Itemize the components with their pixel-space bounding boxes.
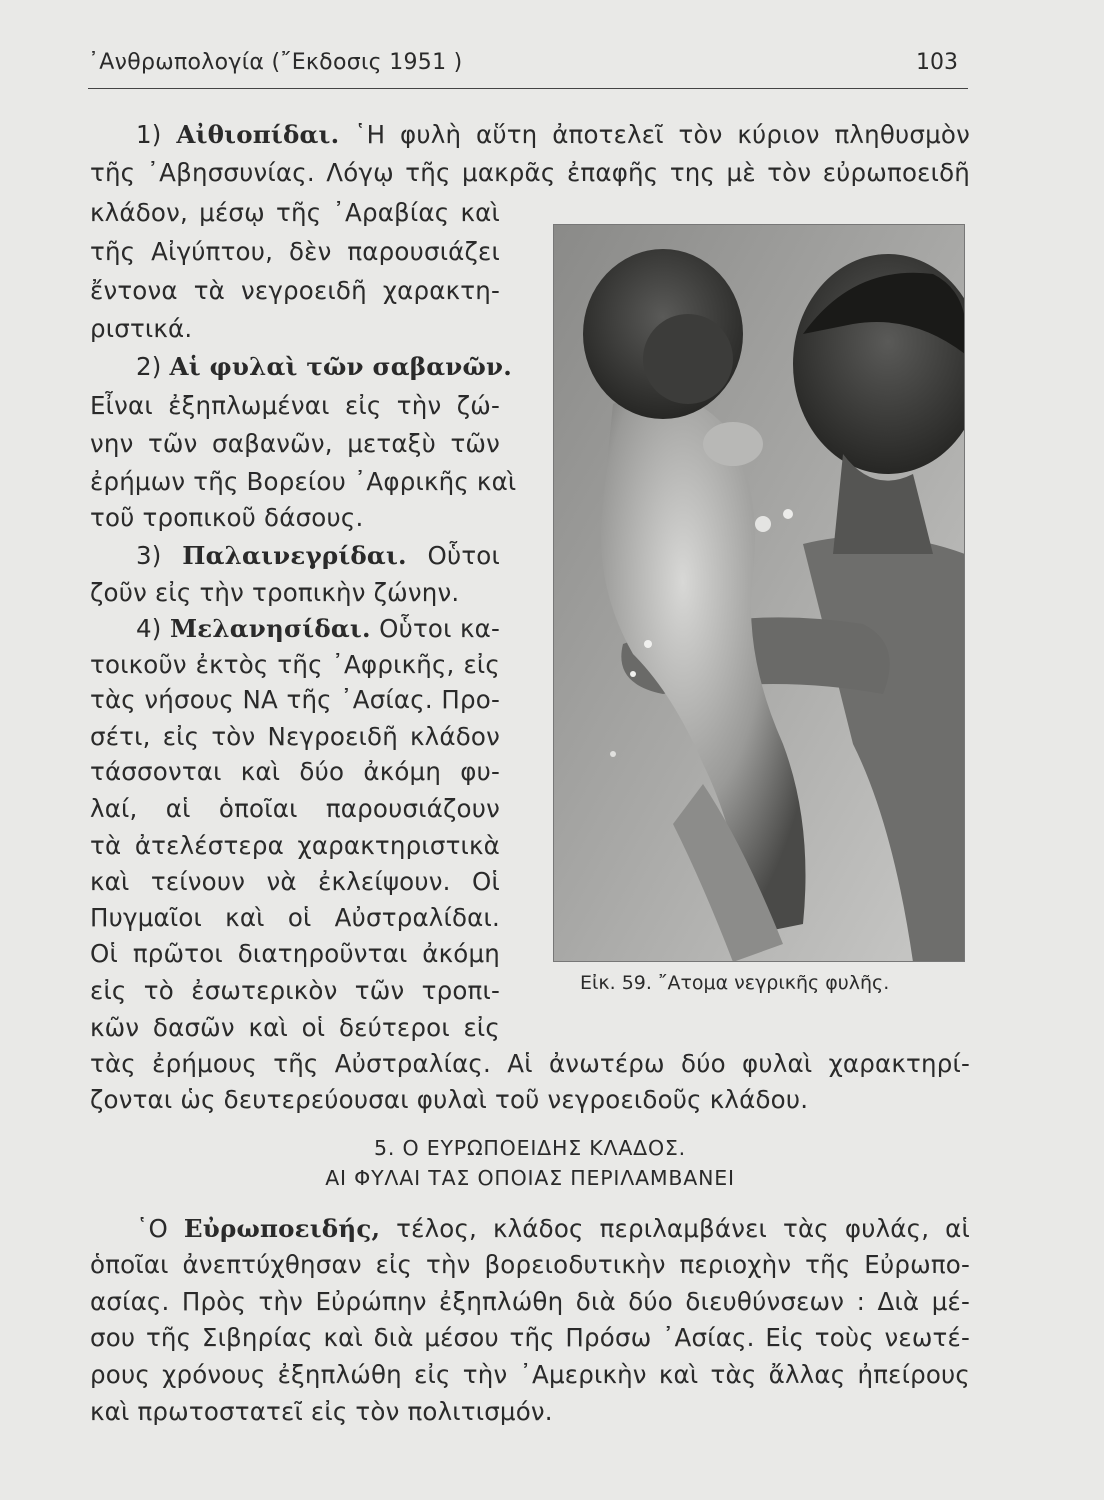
text-fragment: Οὗτοι κα- — [379, 614, 500, 643]
text-line: Πυγμαῖοι καὶ οἱ Αὐστραλίδαι. — [90, 903, 500, 932]
text-line: τὰ ἀτελέστερα χαρακτηριστικὰ — [90, 831, 500, 860]
text-line: κῶν δασῶν καὶ οἱ δεύτεροι εἰς — [90, 1013, 500, 1042]
figure-photograph — [553, 224, 965, 962]
text-line: κλάδον, μέσῳ τῆς ᾿Αραβίας καὶ — [90, 198, 500, 227]
page-header — [88, 50, 968, 89]
item-number: 4) — [136, 614, 162, 643]
text-line: Εἶναι ἐξηπλωμέναι εἰς τὴν ζώ- — [90, 391, 500, 420]
figure-caption: Εἰκ. 59. ῎Ατομα νεγρικῆς φυλῆς. — [580, 972, 890, 994]
text-line: καὶ τείνουν νὰ ἐκλείψουν. Οἱ — [90, 867, 500, 896]
section-heading-line1: 5. Ο ΕΥΡΩΠΟΕΙΔΗΣ ΚΛΑΔΟΣ. — [373, 1136, 686, 1160]
text-line: ρους χρόνους ἐξηπλώθη εἰς τὴν ᾿Αμερικὴν καὶ τὰς ἄλλας ἠπείρους — [90, 1360, 970, 1389]
photograph-illustration — [553, 224, 965, 962]
text-line: λαί, αἱ ὁποῖαι παρουσιάζουν — [90, 794, 500, 823]
text-line: ὁποῖαι ἀνεπτύχθησαν εἰς τὴν βορειοδυτικὴν περιοχὴν τῆς Εὐρωπο- — [90, 1250, 970, 1279]
text-line: τὰς νήσους ΝΑ τῆς ᾿Ασίας. Προ- — [90, 685, 500, 714]
text-line — [136, 1212, 970, 1246]
text-line: ἔντονα τὰ νεγροειδῆ χαρακτη- — [90, 276, 500, 305]
text-line: ζοῦν εἰς τὴν τροπικὴν ζώνην. — [90, 578, 460, 607]
subheading-savanna-tribes: Αἱ φυλαὶ τῶν σαβανῶν. — [169, 352, 512, 381]
text-line: σου τῆς Σιβηρίας καὶ διὰ μέσου τῆς Πρόσω ᾿Ασίας. Εἰς τοὺς νεωτέ- — [90, 1323, 970, 1352]
text-line: ἐρήμων τῆς Βορείου ᾿Αφρικῆς καὶ — [90, 467, 517, 496]
text-line: εἰς τὸ ἐσωτερικὸν τῶν τροπι- — [90, 976, 500, 1005]
text-fragment: ῾Η φυλὴ αὕτη ἀποτελεῖ τὸν κύριον πληθυσμὸν — [354, 120, 970, 149]
text-line: τοικοῦν ἐκτὸς τῆς ᾿Αφρικῆς, εἰς — [90, 650, 500, 679]
page-number: 103 — [916, 50, 958, 75]
running-title: ᾿Ανθρωπολογία (῎Εκδοσις 1951 ) — [88, 50, 463, 75]
term-europoeides: Εὐρωποειδής, — [183, 1214, 381, 1243]
text-line: νην τῶν σαβανῶν, μεταξὺ τῶν — [90, 429, 500, 458]
item-number: 3) — [136, 541, 162, 570]
text-fragment: ῾Ο — [136, 1214, 168, 1243]
text-line: σέτι, εἰς τὸν Νεγροειδῆ κλάδον — [90, 722, 500, 751]
text-line: ζονται ὡς δευτερεύουσαι φυλαὶ τοῦ νεγροειδοῦς κλάδου. — [90, 1085, 809, 1114]
text-fragment: Οὗτοι — [427, 541, 500, 570]
text-line: τάσσονται καὶ δύο ἀκόμη φυ- — [90, 757, 500, 786]
subheading-aithiopidai: Αἰθιοπίδαι. — [176, 120, 340, 149]
text-line: καὶ πρωτοστατεῖ εἰς τὸν πολιτισμόν. — [90, 1397, 553, 1426]
section-heading-line2: ΑΙ ΦΥΛΑΙ ΤΑΣ ΟΠΟΙΑΣ ΠΕΡΙΛΑΜΒΑΝΕΙ — [325, 1166, 735, 1190]
subheading-melanisidai: Μελανησίδαι. — [169, 614, 371, 643]
item-number: 2) — [136, 352, 162, 381]
text-line — [136, 539, 500, 573]
text-line: Οἱ πρῶτοι διατηροῦνται ἀκόμη — [90, 939, 500, 968]
text-line — [136, 350, 512, 384]
text-line: τῆς Αἰγύπτου, δὲν παρουσιάζει — [90, 237, 500, 266]
item-number: 1) — [136, 120, 162, 149]
text-line — [136, 612, 500, 646]
text-line: τῆς ᾿Αβησσυνίας. Λόγῳ τῆς μακρᾶς ἐπαφῆς της μὲ τὸν εὐρωποειδῆ — [90, 158, 970, 187]
text-line: τοῦ τροπικοῦ δάσους. — [90, 503, 364, 532]
text-line: ριστικά. — [90, 314, 193, 343]
text-line — [136, 118, 970, 152]
text-fragment: τέλος, κλάδος περιλαμβάνει τὰς φυλάς, αἱ — [396, 1214, 970, 1243]
text-line: τὰς ἐρήμους τῆς Αὐστραλίας. Αἱ ἀνωτέρω δύο φυλαὶ χαρακτηρί- — [90, 1049, 970, 1078]
subheading-palainegridai: Παλαινεγρίδαι. — [182, 541, 407, 570]
text-line: ασίας. Πρὸς τὴν Εὐρώπην ἐξηπλώθη διὰ δύο διευθύνσεων : Διὰ μέ- — [90, 1287, 970, 1316]
